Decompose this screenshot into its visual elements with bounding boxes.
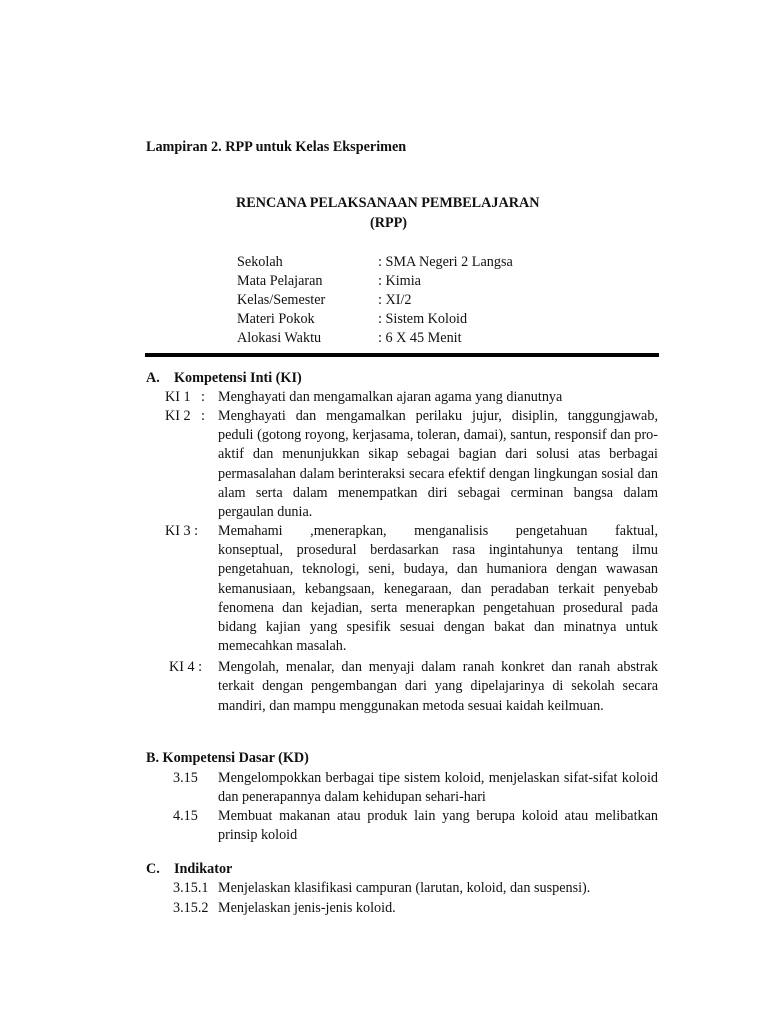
document-title: RENCANA PELAKSANAAN PEMBELAJARAN [236,195,540,211]
identity-label-topic: Materi Pokok [237,311,315,327]
header-divider [145,353,659,357]
identity-label-class: Kelas/Semester [237,292,326,308]
ki4-label: KI 4 : [169,659,203,675]
identity-label-subject: Mata Pelajaran [237,273,323,289]
kd-text: Mengelompokkan berbagai tipe sistem koloid, menjelaskan sifat-sifat koloid dan penerapannya dalam kehidupan sehari-hari [218,770,658,806]
indicator-text: Menjelaskan jenis-jenis koloid. [218,900,396,916]
appendix-title: Lampiran 2. RPP untuk Kelas Eksperimen [146,139,407,155]
section-a-letter: A. [146,370,160,386]
ki3-label: KI 3 : [165,523,199,539]
kd-text: Membuat makanan atau produk lain yang berupa koloid atau melibatkan prinsip koloid [218,808,658,844]
ki1-label: KI 1 [165,389,191,405]
identity-value-class: : XI/2 [378,292,412,308]
section-a-heading: Kompetensi Inti (KI) [174,370,302,386]
ki2-label: KI 2 [165,408,191,424]
identity-value-school: : SMA Negeri 2 Langsa [378,254,513,270]
section-b-heading: B. Kompetensi Dasar (KD) [146,750,309,766]
indicator-number: 3.15.1 [173,880,209,896]
indicator-number: 3.15.2 [173,900,209,916]
kd-number: 4.15 [173,808,198,824]
ki2-text: peduli (gotong royong, kerjasama, toleran, damai), santun, responsif dan pro-aktif dan menunjukkan sikap sebagai bagian dari solusi atas berbagai permasalahan dalam berinteraksi secara efektif dengan lingkungan sosial dan alam serta dalam menempatkan diri sebagai cerminan bangsa dalam pergaulan dunia. [218,427,658,521]
indicator-text: Menjelaskan klasifikasi campuran (larutan, koloid, dan suspensi). [218,880,591,896]
identity-label-school: Sekolah [237,254,283,270]
identity-value-subject: : Kimia [378,273,421,289]
kd-number: 3.15 [173,770,198,786]
ki1-text: Menghayati dan mengamalkan ajaran agama yang dianutnya [218,389,563,405]
section-c-heading: Indikator [174,861,233,877]
ki3-first-line: Memahami ,menerapkan, menganalisis pengetahuan faktual, [218,523,658,539]
identity-label-time: Alokasi Waktu [237,330,322,346]
ki2-first-line: Menghayati dan mengamalkan perilaku jujur, disiplin, tanggungjawab, [218,408,658,424]
document-subtitle: (RPP) [370,215,408,231]
ki4-text: Mengolah, menalar, dan menyaji dalam ranah konkret dan ranah abstrak terkait dengan pengembangan dari yang dipelajarinya di sekolah secara mandiri, dan mampu menggunakan metoda sesuai kaidah keilmuan. [218,659,658,714]
identity-value-topic: : Sistem Koloid [378,311,468,327]
section-c-letter: C. [146,861,160,877]
ki1-colon: : [201,389,205,405]
identity-value-time: : 6 X 45 Menit [378,330,462,346]
ki3-text: konseptual, prosedural berdasarkan rasa ingintahunya tentang ilmu pengetahuan, teknologi, seni, budaya, dan humaniora dengan wawasan kemanusiaan, kebangsaan, kenegaraan, dan peradaban terkait penyebab fenomena dan kejadian, serta menerapkan pengetahuan prosedural pada bidang kajian yang spesifik sesuai dengan bakat dan minatnya untuk memecahkan masalah. [218,542,658,655]
ki2-colon: : [201,408,205,424]
